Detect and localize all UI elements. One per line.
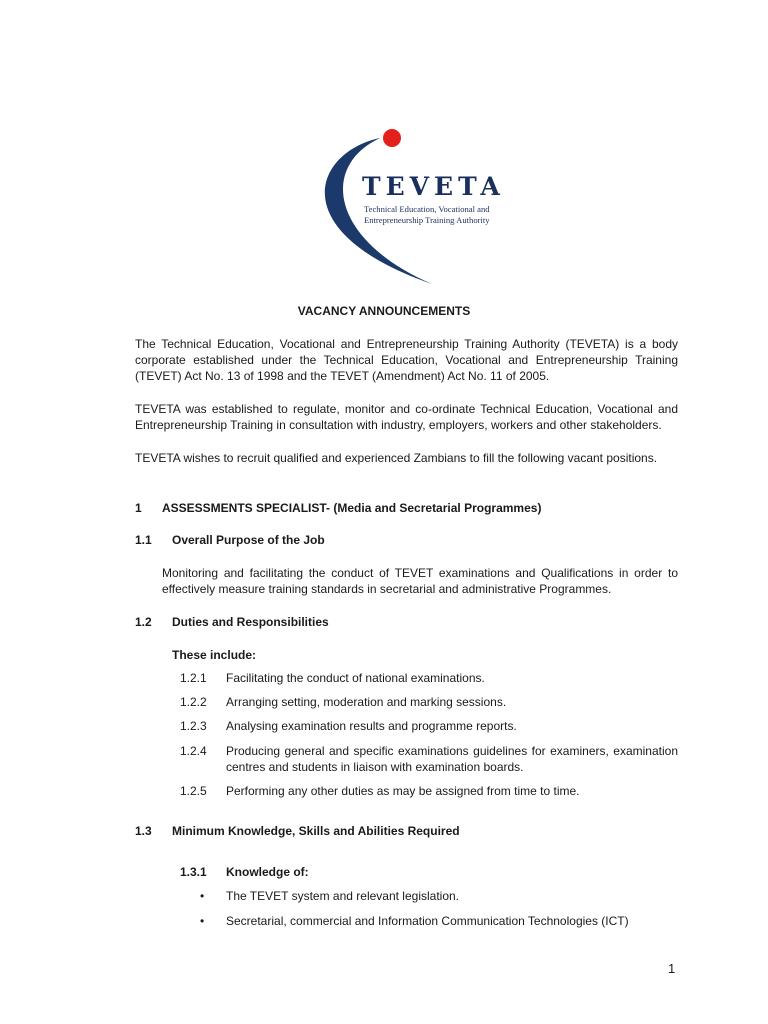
section-1-1-text: Monitoring and facilitating the conduct of TEVET examinations and Qualifications in order to effectively measure training standards in secretarial and administrative Programmes. xyxy=(162,566,678,596)
section-1-2-number: 1.2 xyxy=(135,615,152,629)
section-1-title: ASSESSMENTS SPECIALIST- (Media and Secretarial Programmes) xyxy=(162,501,542,515)
logo-subtitle-line1: Technical Education, Vocational and xyxy=(364,204,490,214)
intro-paragraph-1: The Technical Education, Vocational and Entrepreneurship Training Authority (TEVETA) is a body corporate established under the Technical Education, Vocational and Entrepreneurship Training (TEVET) Act No. 13 of 1998 and the TEVET (Amendment) Act No. 11 of 2005. xyxy=(135,337,678,383)
logo-name: TEVETA xyxy=(362,172,505,201)
section-1-1-number: 1.1 xyxy=(135,533,152,547)
duty-text: Analysing examination results and programme reports. xyxy=(226,719,517,733)
duty-number: 1.2.3 xyxy=(180,719,207,733)
page-number: 1 xyxy=(668,961,676,976)
bullet-text: The TEVET system and relevant legislation. xyxy=(226,889,460,903)
logo-red-dot xyxy=(383,129,401,147)
logo-subtitle xyxy=(364,204,490,226)
teveta-logo xyxy=(300,122,525,288)
duty-text: Arranging setting, moderation and marking sessions. xyxy=(226,695,507,709)
section-1-3-title: Minimum Knowledge, Skills and Abilities Required xyxy=(172,824,460,838)
duty-number: 1.2.2 xyxy=(180,695,207,709)
page-title: VACANCY ANNOUNCEMENTS xyxy=(297,304,471,318)
section-1-3-number: 1.3 xyxy=(135,824,152,838)
duty-text: Producing general and specific examinations guidelines for examiners, examination centres and students in liaison with examination boards. xyxy=(226,744,678,774)
section-1-number: 1 xyxy=(135,501,142,515)
section-1-3-1-number: 1.3.1 xyxy=(180,865,207,879)
duty-text: Facilitating the conduct of national examinations. xyxy=(226,671,485,685)
duty-number: 1.2.5 xyxy=(180,784,207,798)
duty-text: Performing any other duties as may be assigned from time to time. xyxy=(226,784,580,798)
intro-paragraph-3: TEVETA wishes to recruit qualified and experienced Zambians to fill the following vacant positions. xyxy=(135,451,658,465)
section-1-3-1-title: Knowledge of: xyxy=(226,865,309,879)
bullet-dot: • xyxy=(200,914,205,928)
duty-number: 1.2.4 xyxy=(180,744,207,758)
section-1-1-title: Overall Purpose of the Job xyxy=(172,533,325,547)
duties-intro: These include: xyxy=(172,648,257,662)
intro-paragraph-2: TEVETA was established to regulate, monitor and co-ordinate Technical Education, Vocational and Entrepreneurship Training in consultation with industry, employers, workers and other stakeholders. xyxy=(135,402,678,432)
section-1-2-title: Duties and Responsibilities xyxy=(172,615,329,629)
logo-subtitle-line2: Entrepreneurship Training Authority xyxy=(364,215,490,225)
bullet-text: Secretarial, commercial and Information Communication Technologies (ICT) xyxy=(226,914,629,928)
bullet-dot: • xyxy=(200,889,205,903)
duty-number: 1.2.1 xyxy=(180,671,207,685)
